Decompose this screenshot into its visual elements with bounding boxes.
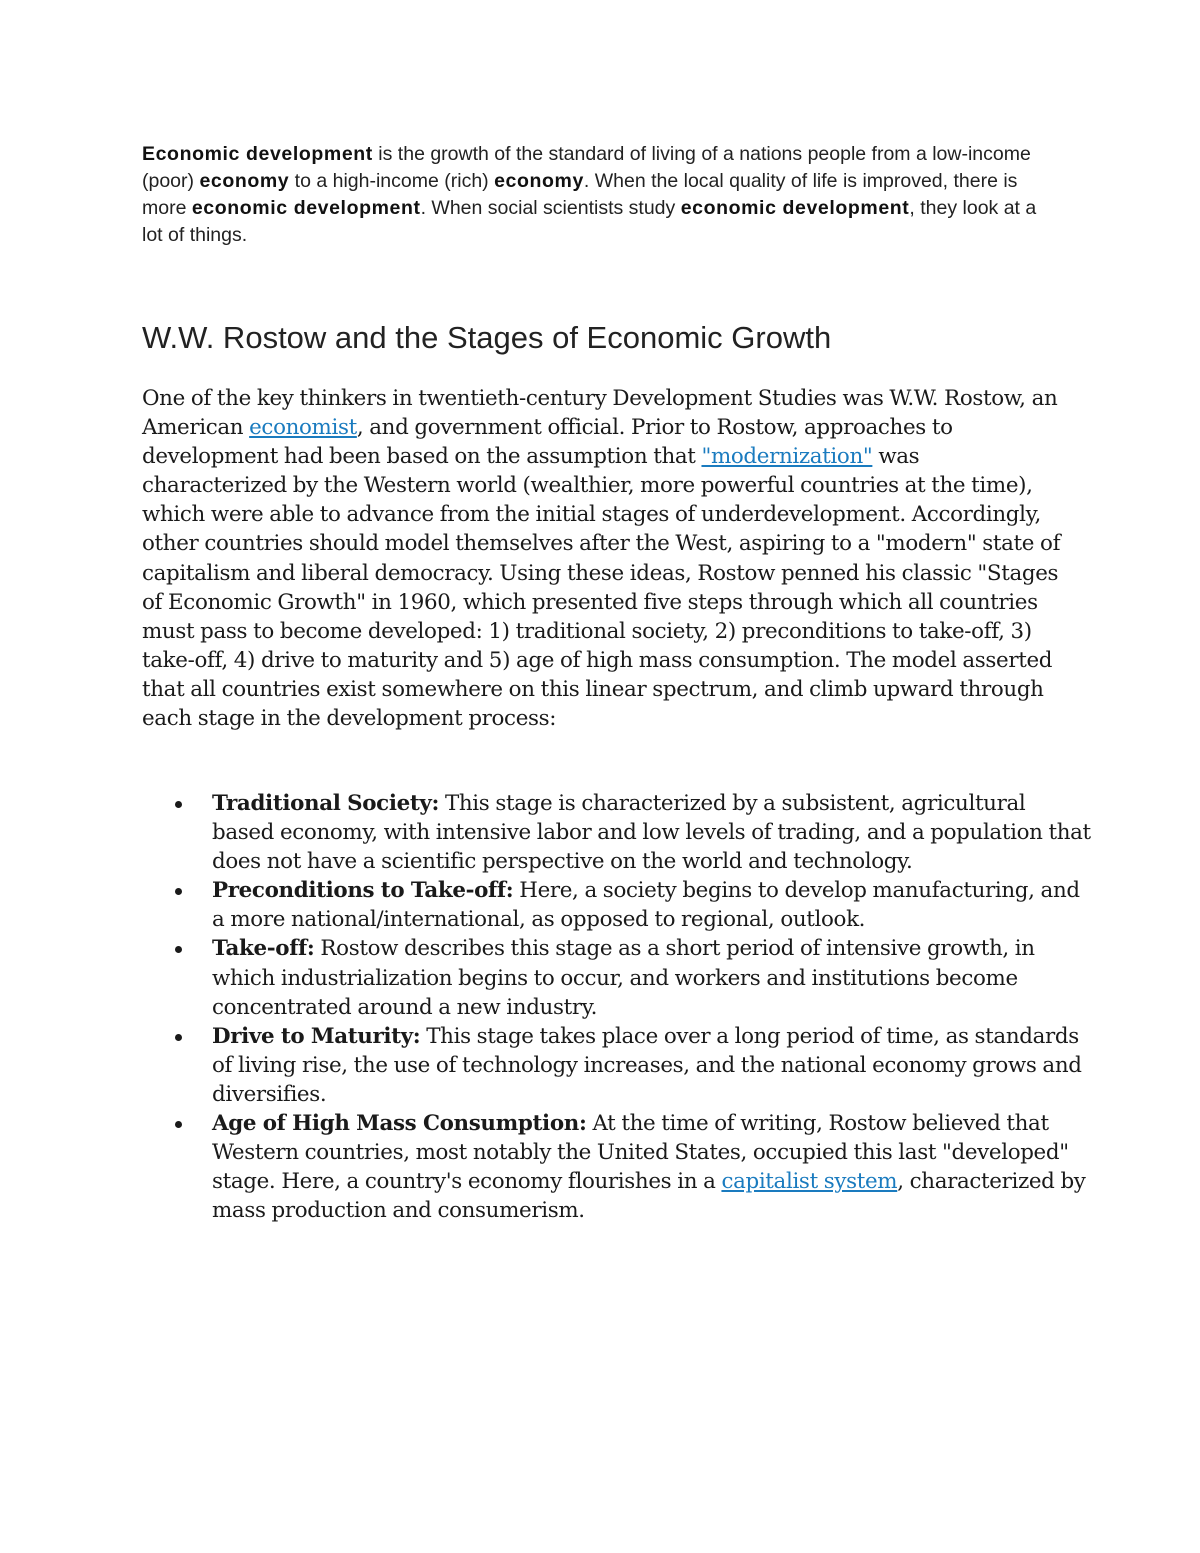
intro-term: economy (199, 170, 290, 192)
stage-text: This stage is characterized by a subsistent, agricultural based economy, with intensive labor and low levels of trading, and a population that does not have a scientific perspective on the world and technology. (212, 791, 1091, 875)
stage-text: Here, a society begins to develop manufacturing, and a more national/international, as opposed to regional, outlook. (212, 878, 1080, 933)
bullet-icon (175, 801, 182, 808)
stage-title: Traditional Society: (212, 791, 440, 816)
intro-term: Economic development (142, 143, 373, 165)
modernization-link[interactable]: "modernization" (701, 444, 873, 470)
intro-term: economic development (680, 197, 910, 219)
stage-title: Drive to Maturity: (212, 1023, 421, 1049)
intro-text: to a high-income (rich) (289, 170, 495, 192)
stage-title: Preconditions to Take-off: (212, 878, 514, 904)
list-item (212, 934, 1092, 1021)
capitalist-system-link[interactable]: capitalist system (721, 1169, 898, 1195)
list-item (212, 876, 1092, 934)
economist-link[interactable]: economist (249, 415, 357, 441)
list-item (212, 789, 1092, 876)
bullet-icon (175, 888, 182, 895)
stage-text: , characterized by mass production and consumerism. (212, 1169, 1086, 1224)
intro-text: is the growth of the standard of living of a nations people from a low-income (poor) (142, 143, 1031, 192)
bullet-icon (175, 946, 182, 953)
stage-title: Take-off: (212, 936, 315, 962)
body-paragraph (142, 384, 1062, 733)
body-text: One of the key thinkers in twentieth-century Development Studies was W.W. Rostow, an American (142, 386, 1058, 441)
stage-title: Age of High Mass Consumption: (212, 1111, 587, 1137)
list-item (212, 1109, 1092, 1225)
stage-text: Rostow describes this stage as a short period of intensive growth, in which industrialization begins to occur, and workers and institutions become concentrated around a new industry. (212, 936, 1035, 1020)
stages-list (212, 789, 1092, 1225)
intro-term: economic development (191, 197, 421, 219)
body-text: , and government official. Prior to Rostow, approaches to development had been based on the assumption that (142, 415, 953, 470)
intro-text: . When the local quality of life is improved, there is more (142, 170, 1018, 219)
stage-text: At the time of writing, Rostow believed that Western countries, most notably the United States, occupied this last "developed" stage. Here, a country's economy flourishes in a (212, 1111, 1069, 1195)
intro-text: , they look at a lot of things. (142, 197, 1037, 246)
intro-term: economy (494, 170, 584, 192)
stage-text: This stage takes place over a long period of time, as standards of living rise, the use of technology increases, and the national economy grows and diversifies. (212, 1023, 1082, 1107)
bullet-icon (175, 1121, 182, 1128)
bullet-icon (175, 1034, 182, 1041)
body-text: was characterized by the Western world (wealthier, more powerful countries at the time), which were able to advance from the initial stages of underdevelopment. Accordingly, other countries should model themselves after the West, aspiring to a "modern" state of capitalism and liberal democracy. Using these ideas, Rostow penned his classic "Stages of Economic Growth" in 1960, which presented five steps through which all countries must pass to become developed: 1) traditional society, 2) preconditions to take-off, 3) take-off, 4) drive to maturity and 5) age of high mass consumption. The model asserted that all countries exist somewhere on this linear spectrum, and climb upward through each stage in the development process: (142, 444, 1061, 732)
section-heading: W.W. Rostow and the Stages of Economic Growth (142, 320, 832, 355)
intro-text: . When social scientists study (420, 197, 681, 219)
intro-paragraph (142, 141, 1062, 249)
list-item (212, 1022, 1092, 1109)
